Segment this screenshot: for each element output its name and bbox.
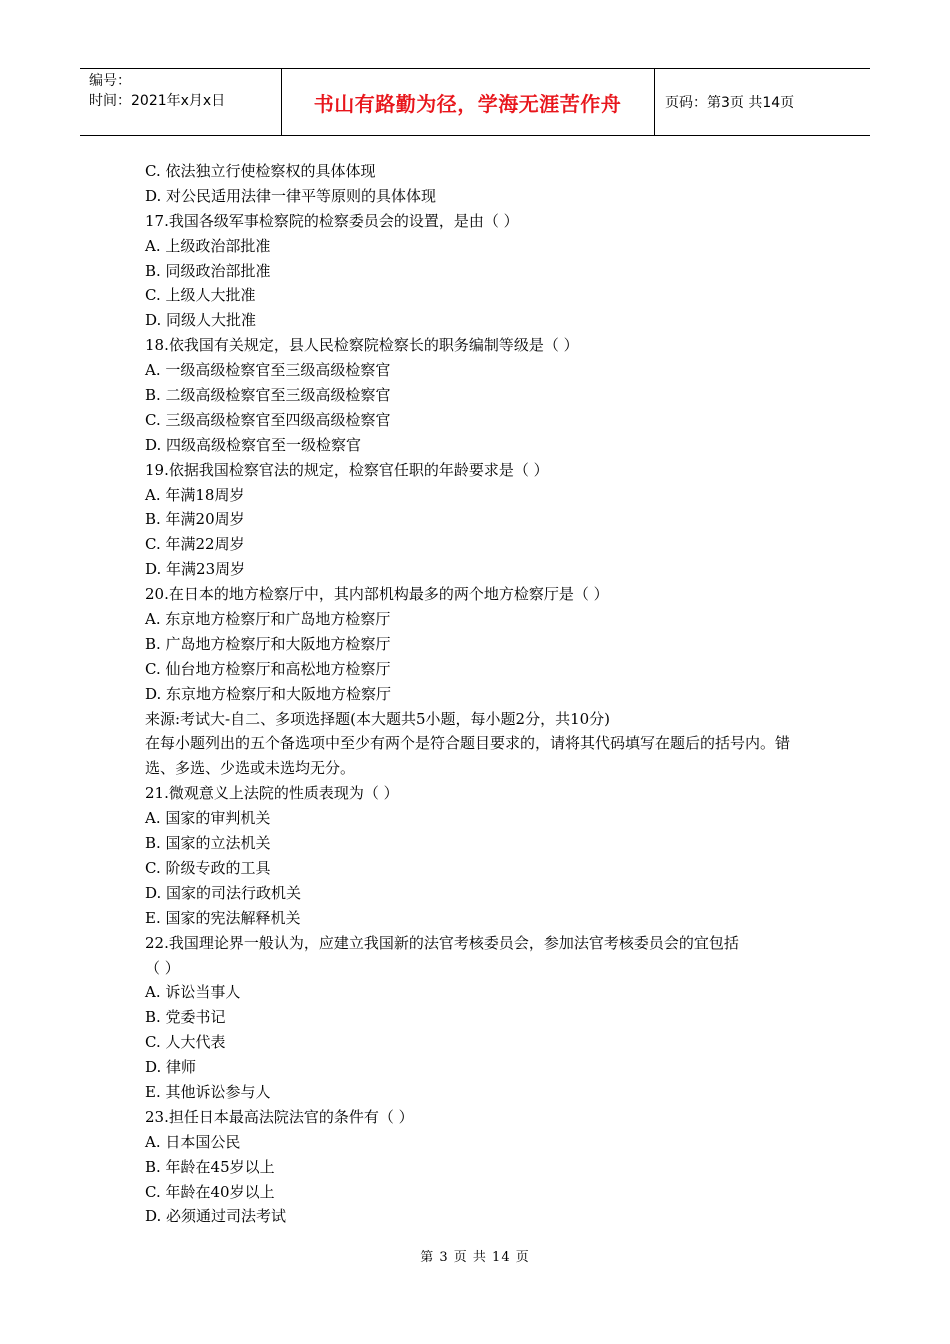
option-line: B. 年龄在45岁以上 [145, 1157, 275, 1176]
option-line: D. 必须通过司法考试 [145, 1207, 287, 1226]
question-23: 23.担任日本最高法院法官的条件有（ ） [145, 1107, 414, 1126]
option-line: A. 诉讼当事人 [145, 983, 241, 1002]
question-18: 18.依我国有关规定，县人民检察院检察长的职务编制等级是（ ） [145, 336, 579, 355]
header-page-cell [655, 69, 870, 135]
option-line: C. 依法独立行使检察权的具体体现 [145, 162, 376, 180]
question-22: 22.我国理论界一般认为，应建立我国新的法官考核委员会，参加法官考核委员会的宜包括 [145, 933, 739, 952]
page-header [80, 68, 870, 136]
option-line: C. 人大代表 [145, 1033, 226, 1052]
document-body [145, 159, 817, 1229]
question-22-bracket: （ ） [145, 958, 180, 977]
option-line: B. 同级政治部批准 [145, 261, 271, 280]
question-19: 19.依据我国检察官法的规定，检察官任职的年龄要求是（ ） [145, 460, 549, 479]
question-17: 17.我国各级军事检察院的检察委员会的设置，是由（ ） [145, 211, 519, 230]
option-line: C. 年龄在40岁以上 [145, 1182, 275, 1201]
option-line: B. 广岛地方检察厅和大阪地方检察厅 [145, 634, 391, 653]
option-line: A. 国家的审判机关 [145, 809, 271, 828]
option-line: A. 年满18周岁 [145, 485, 245, 504]
option-line: B. 党委书记 [145, 1008, 226, 1027]
header-info-cell [80, 69, 282, 135]
option-line: C. 阶级专政的工具 [145, 858, 271, 877]
option-line: D. 律师 [145, 1058, 197, 1077]
option-line: C. 三级高级检察官至四级高级检察官 [145, 410, 391, 429]
option-line: D. 国家的司法行政机关 [145, 883, 302, 902]
option-line: B. 年满20周岁 [145, 510, 245, 529]
section-heading: 来源:考试大-自二、多项选择题(本大题共5小题，每小题2分，共10分) [145, 709, 611, 728]
option-line: A. 上级政治部批准 [145, 236, 271, 255]
question-21: 21.微观意义上法院的性质表现为（ ） [145, 784, 399, 803]
option-line: B. 国家的立法机关 [145, 834, 271, 853]
option-line: A. 一级高级检察官至三级高级检察官 [145, 361, 391, 380]
option-line: A. 东京地方检察厅和广岛地方检察厅 [145, 610, 391, 629]
option-line: C. 仙台地方检察厅和高松地方检察厅 [145, 659, 391, 678]
option-line: D. 对公民适用法律一律平等原则的具体体现 [145, 186, 437, 205]
option-line: E. 国家的宪法解释机关 [145, 908, 301, 927]
document-number-label: 编号： [89, 73, 131, 89]
option-line: C. 年满22周岁 [145, 535, 245, 554]
header-page-code: 页码：第3页 共14页 [665, 95, 795, 111]
page-footer: 第 3 页 共 14 页 [420, 1250, 530, 1265]
header-motto-cell [281, 69, 655, 135]
option-line: D. 年满23周岁 [145, 560, 246, 579]
header-motto: 书山有路勤为径，学海无涯苦作舟 [313, 91, 622, 116]
document-date-label: 时间：2021年x月x日 [89, 93, 226, 109]
section-instruction: 在每小题列出的五个备选项中至少有两个是符合题目要求的，请将其代码填写在题后的括号内。错选、多选、少选或未选均无分。 [145, 734, 791, 778]
option-line: D. 四级高级检察官至一级检察官 [145, 435, 362, 454]
option-line: D. 同级人大批准 [145, 311, 257, 330]
option-line: D. 东京地方检察厅和大阪地方检察厅 [145, 684, 392, 703]
option-line: C. 上级人大批准 [145, 286, 256, 305]
option-line: E. 其他诉讼参与人 [145, 1082, 271, 1101]
question-20: 20.在日本的地方检察厅中，其内部机构最多的两个地方检察厅是（ ） [145, 585, 609, 604]
option-line: B. 二级高级检察官至三级高级检察官 [145, 386, 391, 405]
option-line: A. 日本国公民 [145, 1132, 241, 1151]
